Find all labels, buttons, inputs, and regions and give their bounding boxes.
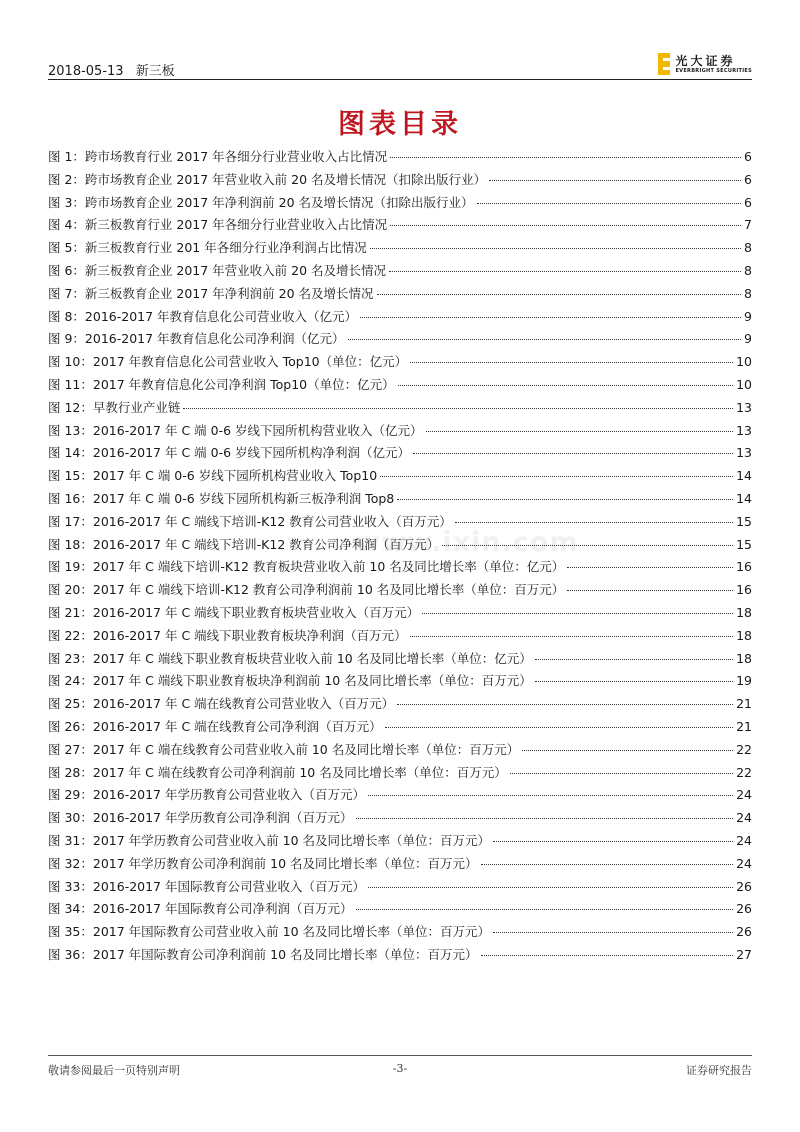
toc-entry-label: 图 10：2017 年教育信息化公司营业收入 Top10（单位：亿元） (48, 354, 408, 370)
toc-entry-label: 图 13：2016-2017 年 C 端 0-6 岁线下园所机构营业收入（亿元） (48, 422, 423, 438)
toc-entry[interactable] (48, 603, 752, 626)
toc-entry[interactable] (48, 740, 752, 763)
toc-entry[interactable] (48, 489, 752, 512)
toc-entry-label: 图 27：2017 年 C 端在线教育公司营业收入前 10 名及同比增长率（单位：百万元） (48, 741, 520, 757)
toc-entry[interactable] (48, 284, 752, 307)
toc-entry-page: 9 (744, 331, 752, 347)
toc-entry[interactable] (48, 694, 752, 717)
toc-entry-page: 26 (736, 878, 752, 894)
toc-entry-label: 图 36：2017 年国际教育公司净利润前 10 名及同比增长率（单位：百万元） (48, 946, 478, 962)
toc-entry-page: 8 (744, 262, 752, 278)
toc-entry-page: 24 (736, 855, 752, 871)
toc-leader-dots (370, 248, 741, 249)
footer-report-type: 证券研究报告 (686, 1064, 752, 1077)
toc-leader-dots (390, 225, 741, 226)
toc-entry-label: 图 12：早教行业产业链 (48, 399, 181, 415)
toc-leader-dots (368, 795, 733, 796)
toc-entry-label: 图 21：2016-2017 年 C 端线下职业教育板块营业收入（百万元） (48, 604, 420, 620)
toc-entry[interactable] (48, 945, 752, 968)
toc-entry-page: 24 (736, 787, 752, 803)
toc-entry-page: 22 (736, 741, 752, 757)
toc-leader-dots (360, 317, 741, 318)
toc-entry-page: 18 (736, 604, 752, 620)
page-header (48, 60, 183, 79)
toc-leader-dots (477, 203, 741, 204)
toc-leader-dots (410, 362, 733, 363)
toc-entry-page: 13 (736, 399, 752, 415)
toc-entry-label: 图 8：2016-2017 年教育信息化公司营业收入（亿元） (48, 308, 358, 324)
page-number: -3- (392, 1062, 408, 1075)
toc-leader-dots (397, 499, 733, 500)
toc-entry-page: 27 (736, 946, 752, 962)
toc-entry-label: 图 22：2016-2017 年 C 端线下职业教育板块净利润（百万元） (48, 627, 407, 643)
toc-entry[interactable] (48, 580, 752, 603)
toc-leader-dots (398, 385, 733, 386)
toc-entry-page: 14 (736, 490, 752, 506)
toc-leader-dots (348, 339, 741, 340)
toc-entry-page: 26 (736, 901, 752, 917)
toc-entry-page: 24 (736, 810, 752, 826)
toc-entry[interactable] (48, 649, 752, 672)
toc-leader-dots (567, 567, 733, 568)
toc-entry[interactable] (48, 375, 752, 398)
toc-entry-label: 图 33：2016-2017 年国际教育公司营业收入（百万元） (48, 878, 365, 894)
toc-entry[interactable] (48, 170, 752, 193)
toc-entry-page: 6 (744, 171, 752, 187)
toc-entry-label: 图 20：2017 年 C 端线下培训-K12 教育公司净利润前 10 名及同比增长率（单位：百万元） (48, 582, 565, 598)
toc-entry-page: 10 (736, 354, 752, 370)
toc-entry-label: 图 18：2016-2017 年 C 端线下培训-K12 教育公司净利润（百万元） (48, 536, 440, 552)
toc-entry[interactable] (48, 785, 752, 808)
toc-entry[interactable] (48, 147, 752, 170)
toc-entry-page: 7 (744, 217, 752, 233)
toc-leader-dots (481, 864, 734, 865)
footer-divider (48, 1055, 752, 1056)
toc-entry[interactable] (48, 512, 752, 535)
toc-entry[interactable] (48, 193, 752, 216)
toc-leader-dots (377, 294, 741, 295)
toc-entry-page: 21 (736, 696, 752, 712)
toc-entry-page: 8 (744, 285, 752, 301)
toc-leader-dots (426, 431, 734, 432)
toc-entry-label: 图 14：2016-2017 年 C 端 0-6 岁线下园所机构净利润（亿元） (48, 445, 411, 461)
report-date: 2018-05-13 (48, 64, 124, 79)
toc-entry[interactable] (48, 877, 752, 900)
toc-leader-dots (422, 613, 733, 614)
toc-leader-dots (389, 271, 741, 272)
everbright-logo-icon (658, 53, 670, 75)
toc-entry-page: 16 (736, 559, 752, 575)
toc-entry-page: 26 (736, 924, 752, 940)
toc-entry-label: 图 3：跨市场教育企业 2017 年净利润前 20 名及增长情况（扣除出版行业） (48, 194, 474, 210)
toc-entry-label: 图 32：2017 年学历教育公司净利润前 10 名及同比增长率（单位：百万元） (48, 855, 478, 871)
toc-entry-page: 18 (736, 650, 752, 666)
toc-entry[interactable] (48, 717, 752, 740)
toc-entry-page: 13 (736, 445, 752, 461)
toc-entry-label: 图 30：2016-2017 年学历教育公司净利润（百万元） (48, 810, 353, 826)
toc-entry-label: 图 1：跨市场教育行业 2017 年各细分行业营业收入占比情况 (48, 149, 388, 164)
toc-entry-label: 图 7：新三板教育企业 2017 年净利润前 20 名及增长情况 (48, 285, 374, 301)
toc-leader-dots (397, 704, 733, 705)
toc-leader-dots (522, 750, 733, 751)
toc-entry[interactable] (48, 307, 752, 330)
toc-entry-label: 图 15：2017 年 C 端 0-6 岁线下园所机构营业收入 Top10 (48, 468, 378, 484)
toc-entry-page: 21 (736, 718, 752, 734)
toc-leader-dots (567, 590, 733, 591)
toc-leader-dots (535, 659, 733, 660)
toc-leader-dots (442, 545, 733, 546)
toc-entry-label: 图 4：新三板教育行业 2017 年各细分行业营业收入占比情况 (48, 217, 388, 233)
toc-entry-label: 图 25：2016-2017 年 C 端在线教育公司营业收入（百万元） (48, 696, 395, 712)
toc-entry[interactable] (48, 443, 752, 466)
toc-entry-page: 15 (736, 536, 752, 552)
toc-leader-dots (356, 909, 734, 910)
toc-entry[interactable] (48, 535, 752, 558)
toc-entry[interactable] (48, 238, 752, 261)
footer-disclaimer: 敬请参阅最后一页特别声明 (48, 1064, 180, 1077)
toc-leader-dots (493, 932, 733, 933)
toc-entry-label: 图 34：2016-2017 年国际教育公司净利润（百万元） (48, 901, 353, 917)
toc-leader-dots (183, 408, 733, 409)
logo-chinese-name: 光大证券 (675, 53, 736, 68)
toc-entry[interactable] (48, 899, 752, 922)
toc-entry[interactable] (48, 626, 752, 649)
toc-entry[interactable] (48, 421, 752, 444)
toc-entry-label: 图 29：2016-2017 年学历教育公司营业收入（百万元） (48, 787, 365, 803)
figure-table-of-contents (48, 147, 752, 968)
toc-entry[interactable] (48, 215, 752, 238)
toc-entry-label: 图 6：新三板教育企业 2017 年营业收入前 20 名及增长情况 (48, 262, 387, 278)
toc-entry[interactable] (48, 557, 752, 580)
toc-entry[interactable] (48, 671, 752, 694)
toc-leader-dots (385, 727, 733, 728)
toc-leader-dots (455, 522, 733, 523)
toc-leader-dots (390, 157, 741, 158)
toc-entry-label: 图 31：2017 年学历教育公司营业收入前 10 名及同比增长率（单位：百万元） (48, 832, 491, 848)
toc-entry-label: 图 17：2016-2017 年 C 端线下培训-K12 教育公司营业收入（百万元） (48, 513, 452, 529)
toc-leader-dots (535, 681, 733, 682)
report-category: 新三板 (135, 64, 175, 79)
toc-leader-dots (493, 841, 733, 842)
toc-leader-dots (481, 955, 734, 956)
toc-entry[interactable] (48, 763, 752, 786)
logo-english-name: EVERBRIGHT SECURITIES (675, 67, 752, 74)
toc-entry[interactable] (48, 329, 752, 352)
toc-entry-label: 图 35：2017 年国际教育公司营业收入前 10 名及同比增长率（单位：百万元） (48, 924, 491, 940)
toc-entry-page: 18 (736, 627, 752, 643)
toc-entry-label: 图 2：跨市场教育企业 2017 年营业收入前 20 名及增长情况（扣除出版行业） (48, 171, 487, 187)
header-divider (48, 79, 752, 80)
toc-entry-page: 15 (736, 513, 752, 529)
toc-leader-dots (380, 476, 733, 477)
toc-leader-dots (356, 818, 734, 819)
toc-entry-page: 8 (744, 240, 752, 256)
toc-entry-page: 16 (736, 582, 752, 598)
toc-leader-dots (510, 773, 733, 774)
toc-entry-label: 图 11：2017 年教育信息化公司净利润 Top10（单位：亿元） (48, 376, 395, 392)
toc-entry[interactable] (48, 854, 752, 877)
toc-entry-page: 14 (736, 468, 752, 484)
toc-entry[interactable] (48, 352, 752, 375)
page-title: 图表目录 (338, 109, 462, 140)
toc-entry-page: 9 (744, 308, 752, 324)
toc-entry-page: 6 (744, 149, 752, 164)
toc-leader-dots (368, 887, 733, 888)
toc-entry-label: 图 16：2017 年 C 端 0-6 岁线下园所机构新三板净利润 Top8 (48, 490, 395, 506)
toc-leader-dots (489, 180, 741, 181)
toc-leader-dots (413, 453, 733, 454)
toc-entry[interactable] (48, 808, 752, 831)
toc-entry-label: 图 5：新三板教育行业 201 年各细分行业净利润占比情况 (48, 240, 367, 256)
toc-entry-label: 图 9：2016-2017 年教育信息化公司净利润（亿元） (48, 331, 345, 347)
toc-leader-dots (410, 636, 733, 637)
company-logo (658, 52, 752, 76)
toc-entry-label: 图 26：2016-2017 年 C 端在线教育公司净利润（百万元） (48, 718, 382, 734)
watermark: www.ixin.com (355, 527, 579, 558)
toc-entry[interactable] (48, 261, 752, 284)
toc-entry-label: 图 24：2017 年 C 端线下职业教育板块净利润前 10 名及同比增长率（单位：百万元） (48, 673, 532, 689)
toc-entry[interactable] (48, 922, 752, 945)
toc-entry-page: 22 (736, 764, 752, 780)
toc-entry-page: 19 (736, 673, 752, 689)
toc-entry-label: 图 23：2017 年 C 端线下职业教育板块营业收入前 10 名及同比增长率（单位：亿元） (48, 650, 532, 666)
toc-entry-label: 图 28：2017 年 C 端在线教育公司净利润前 10 名及同比增长率（单位：百万元） (48, 764, 507, 780)
toc-entry-page: 10 (736, 376, 752, 392)
toc-entry[interactable] (48, 398, 752, 421)
toc-entry[interactable] (48, 466, 752, 489)
toc-entry-page: 24 (736, 832, 752, 848)
toc-entry-page: 13 (736, 422, 752, 438)
toc-entry-label: 图 19：2017 年 C 端线下培训-K12 教育板块营业收入前 10 名及同比增长率（单位：亿元） (48, 559, 565, 575)
toc-entry-page: 6 (744, 194, 752, 210)
toc-entry[interactable] (48, 831, 752, 854)
